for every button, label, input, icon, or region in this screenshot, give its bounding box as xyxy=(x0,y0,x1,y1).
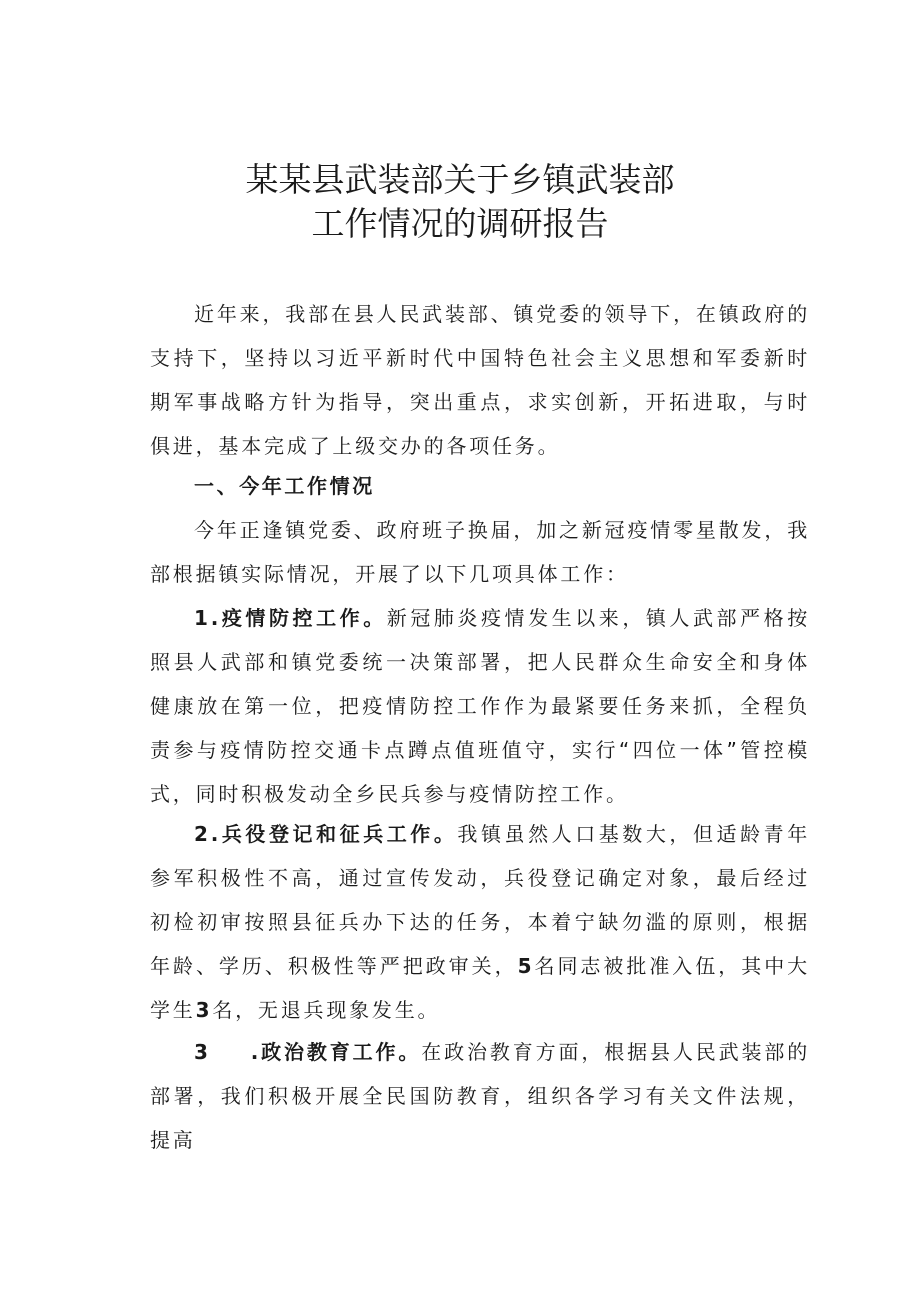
intro-paragraph: 近年来，我部在县人民武装部、镇党委的领导下，在镇政府的支持下，坚持以习近平新时代中国特色社会主义思想和军委新时期军事战略方针为指导，突出重点，求实创新，开拓进取，与时俱进，基本完成了上级交办的各项任务。 xyxy=(150,302,810,458)
item-2-title: .兵役登记和征兵工作。 xyxy=(210,822,458,846)
item-2-body-b: 名同志被批准入伍，其中大学生 xyxy=(150,954,810,1022)
item-3-number: 3 xyxy=(194,1040,211,1064)
item-1-number: 1 xyxy=(194,606,211,630)
section-intro-paragraph: 今年正逢镇党委、政府班子换届，加之新冠疫情零星散发，我部根据镇实际情况，开展了以下几项具体工作： xyxy=(150,518,810,586)
item-2-paragraph xyxy=(150,812,810,1032)
document-title-line-2: 工作情况的调研报告 xyxy=(311,204,609,243)
item-2-body-a: 我镇虽然人口基数大，但适龄青年参军积极性不高，通过宣传发动，兵役登记确定对象，最后经过初检初审按照县征兵办下达的任务，本着宁缺勿滥的原则，根据年龄、学历、积极性等严把政审关， xyxy=(150,822,810,978)
item-3-title: .政治教育工作。 xyxy=(250,1040,422,1064)
item-2-student-count: 3 xyxy=(195,998,213,1022)
item-1-body: 新冠肺炎疫情发生以来，镇人武部严格按照县人武部和镇党委统一决策部署，把人民群众生命安全和身体健康放在第一位，把疫情防控工作作为最紧要任务来抓，全程负责参与疫情防控交通卡点蹲点值班值守，实行“四位一体”管控模式，同时积极发动全乡民兵参与疫情防控工作。 xyxy=(150,606,811,806)
item-2-body-c: 名，无退兵现象发生。 xyxy=(212,998,441,1022)
item-1-title: .疫情防控工作。 xyxy=(210,606,387,630)
item-2-number: 2 xyxy=(194,822,211,846)
item-3-body: 在政治教育方面，根据县人民武装部的部署，我们积极开展全民国防教育，组织各学习有关文件法规，提高 xyxy=(150,1040,810,1152)
item-3-paragraph xyxy=(150,1030,810,1162)
item-2-approved-count: 5 xyxy=(517,954,535,978)
document-title-line-1: 某某县武装部关于乡镇武装部 xyxy=(245,160,675,199)
section-heading: 一、今年工作情况 xyxy=(194,474,375,498)
item-1-paragraph xyxy=(150,596,810,816)
